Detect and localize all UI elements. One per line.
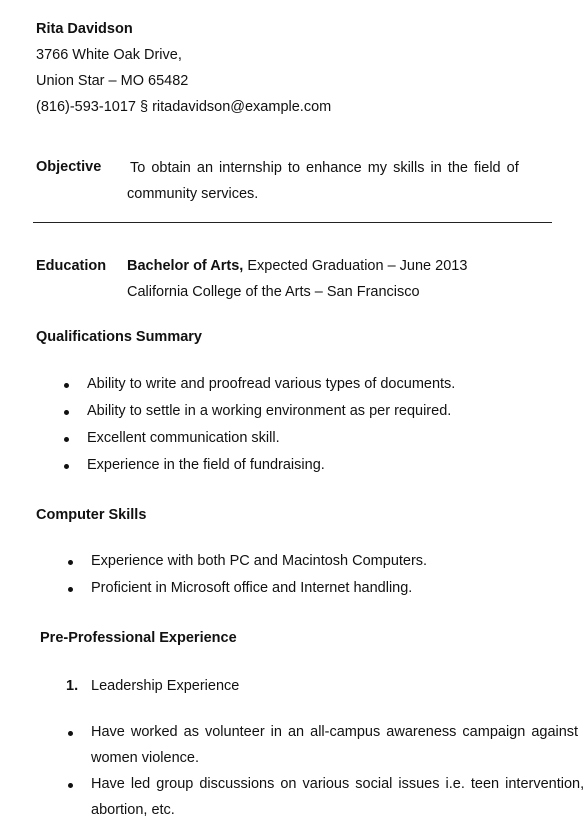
bullet-icon (64, 410, 69, 415)
degree-graduation: Expected Graduation – June 2013 (247, 258, 468, 274)
experience-item-line-1: Have led group discussions on various social issues i.e. teen intervention, (91, 776, 585, 792)
experience-item-line-1: Have worked as volunteer in an all-campus awareness campaign against (91, 724, 579, 740)
qualification-item: Experience in the field of fundraising. (87, 457, 325, 473)
objective-text-line-1: To obtain an internship to enhance my skills in the field of (130, 160, 519, 176)
bullet-icon (68, 587, 73, 592)
education-degree-line (127, 258, 467, 274)
experience-item-line-2: abortion, etc. (91, 802, 175, 818)
bullet-icon (68, 783, 73, 788)
bullet-icon (64, 383, 69, 388)
qualifications-heading: Qualifications Summary (36, 329, 202, 345)
bullet-icon (68, 731, 73, 736)
objective-text-line-2: community services. (127, 186, 259, 202)
experience-item-line-2: women violence. (91, 750, 199, 766)
bullet-icon (68, 560, 73, 565)
qualification-item: Excellent communication skill. (87, 430, 280, 446)
computer-skills-heading: Computer Skills (36, 507, 147, 523)
experience-subsection-title: Leadership Experience (91, 678, 240, 694)
experience-subsection-number: 1. (66, 678, 79, 694)
education-heading: Education (36, 258, 107, 274)
qualification-item: Ability to settle in a working environment as per required. (87, 403, 452, 419)
address-line-1: 3766 White Oak Drive, (36, 47, 182, 63)
experience-heading: Pre-Professional Experience (40, 630, 237, 646)
section-divider (33, 222, 552, 223)
address-line-2: Union Star – MO 65482 (36, 73, 189, 89)
degree-name: Bachelor of Arts, (127, 258, 244, 274)
computer-skill-item: Experience with both PC and Macintosh Computers. (91, 553, 428, 569)
bullet-icon (64, 437, 69, 442)
education-school: California College of the Arts – San Francisco (127, 284, 420, 300)
qualification-item: Ability to write and proofread various types of documents. (87, 376, 456, 392)
contact-line: (816)-593-1017 § ritadavidson@example.com (36, 99, 332, 115)
objective-heading: Objective (36, 159, 102, 175)
computer-skill-item: Proficient in Microsoft office and Internet handling. (91, 580, 413, 596)
bullet-icon (64, 464, 69, 469)
candidate-name: Rita Davidson (36, 21, 133, 37)
